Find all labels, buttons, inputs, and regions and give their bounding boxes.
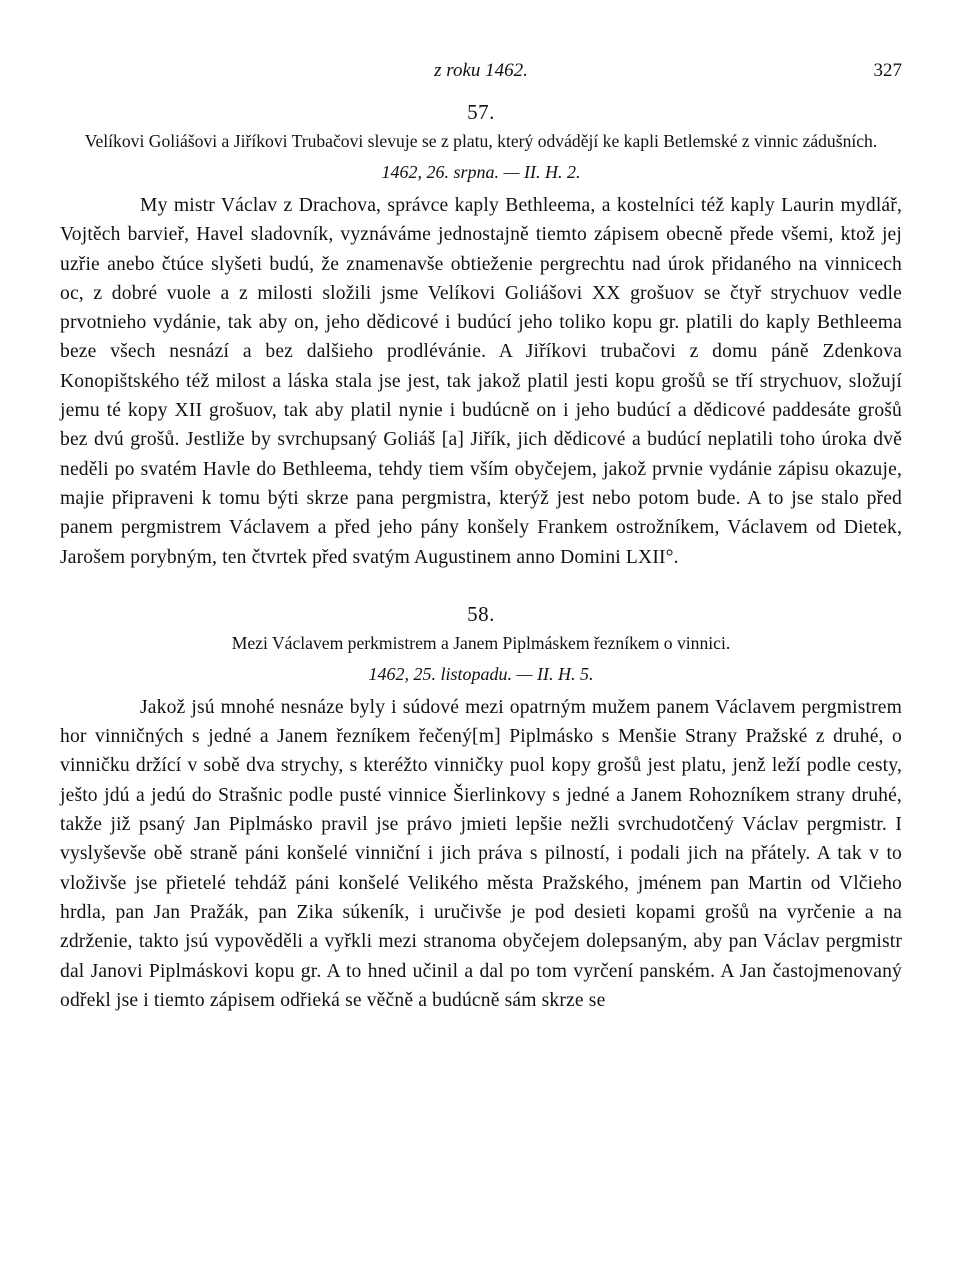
section-gap (60, 572, 902, 594)
entry-heading: Velíkovi Goliášovi a Jiříkovi Trubačovi slevuje se z platu, který odvádějí ke kapli Betlemské z vinnic zádušních. (84, 131, 878, 151)
entry-date: 1462, 25. listopadu. — II. H. 5. (368, 663, 594, 684)
entry-text: Jakož jsú mnohé nesnáze byly i súdové mezi opatrným mužem panem Václavem pergmistrem hor vinničných s jedné a Janem řezníkem řečený[m] Piplmásko s Menšie Strany Pražské z druhé, o vinničku držící v sobě dva strychy, s kteréžto vinničky puol kopy grošů jest platu, jenž leží podle cesty, ješto jdú a jedú do Strašnic podle pusté vinnice Šierlinkovy s jedné a Janem Rohozníkem strany druhé, takže již psaný Jan Piplmásko pravil jse právo jmieti lepšie nežli svrchudotčený Václav pergmistr. I vyslyševše obě straně páni konšelé vinniční i jich práva s pilností, i podali jich na přátely. A tak v to vloživše jse přietelé tehdáž páni konšelé Velikého města Pražského, jménem pan Martin od Vlčieho hrdla, pan Jan Pražák, pan Zika súkeník, i uručivše je pod desieti kopami grošů na vyrčenie a na zdrženie, takto jsú vypověděli a vyřkli mezi stranoma obyčejem dolepsaným, aby pan Václav pergmistr dal Janovi Piplmáskovi kopu gr. A to hned učinil a dal po tom vyrčení panském. A Jan častojmenovaný odřekl jse i tiemto zápisem odřieká se věčně a budúcně sám skrze se (60, 696, 902, 1011)
entry-57 (60, 100, 902, 572)
entry-date: 1462, 26. srpna. — II. H. 2. (381, 162, 581, 182)
running-title: z roku 1462. (434, 60, 528, 81)
entry-number: 57. (467, 100, 495, 124)
entry-heading: Mezi Václavem perkmistrem a Janem Piplmáskem řezníkem o vinnici. (231, 632, 731, 653)
book-page (60, 52, 902, 1015)
page-number: 327 (873, 60, 902, 81)
running-head (60, 52, 902, 92)
entry-58 (60, 602, 902, 1015)
entry-text: My mistr Václav z Drachova, správce kaply Bethleema, a kostelníci též kaply Laurin mydlář, Vojtěch barvieř, Havel sladovník, vyznáváme jednostajně tiemto zápisem obecně přede všemi, ktož jej uzřie anebo čtúce slyšeti budú, že znamenavše obtieženie pergrechtu nad úrok přidaného na vinnicech oc, z dobré vuole a z milosti složili jsme Velíkovi Goliášovi XX grošuov se čtyř strychuov vedle prvotnieho vydánie, tak aby on, jeho dědicové i budúcí jeho toliko kopu gr. platili do kaply Bethleema beze všech nesnází a bez dalšieho prodlévánie. A Jiříkovi trubačovi z domu páně Zdenkova Konopištského též milost a láska stala jse jest, tak jakož platil jesti kopu grošů se tří strychuov, složují jemu té kopy XII grošuov, tak aby platil nynie i budúcně on i jeho budúcí a dědicové paddesáte grošů bez dvú grošů. Jestliže by svrchupsaný Goliáš [a] Jiřík, jich dědicové a budúcí neplatili toho úroka dvě neděli po svatém Havle do Bethleema, tehdy tiem vším obyčejem, jakož prvnie vydánie zápisu okazuje, majie připraveni k tomu býti skrze pana pergmistra, kterýž jest nebo potom bude. A to jse stalo před panem pergmistrem Václavem a před jeho pány konšely Frankem ostrožníkem, Václavem od Dietek, Jarošem porybným, ten čtvrtek před svatým Augustinem anno Domini LXII°. (60, 195, 902, 568)
entry-number: 58. (467, 601, 495, 626)
